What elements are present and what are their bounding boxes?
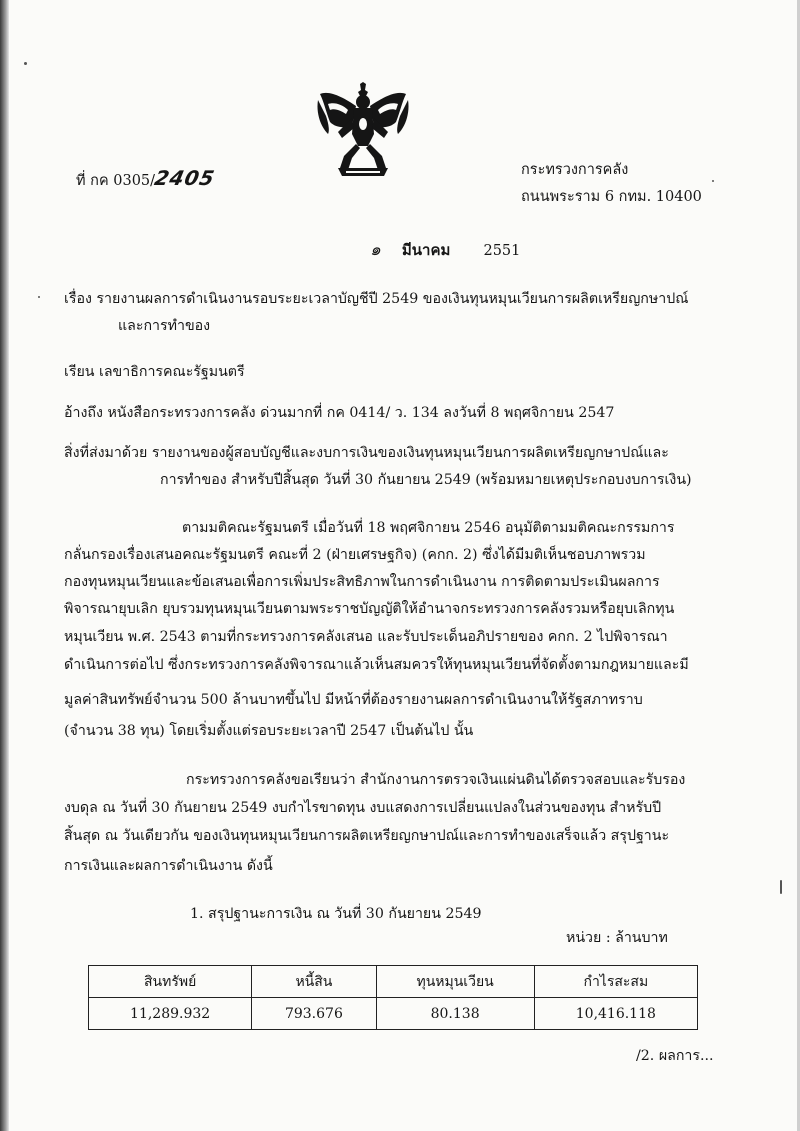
section1-heading: 1. สรุปฐานะการเงิน ณ วันที่ 30 กันยายน 2549 [190, 906, 482, 922]
paragraph1-line: ดำเนินการต่อไป ซึ่งกระทรวงการคลังพิจารณาแล้วเห็นสมควรให้ทุนหมุนเวียนที่จัดตั้งตามกฎหมายและมี [64, 657, 689, 673]
enclosure-line-1: สิ่งที่ส่งมาด้วย รายงานของผู้สอบบัญชีและงบการเงินของเงินทุนหมุนเวียนการผลิตเหรียญกษาปณ์และ [64, 445, 669, 461]
paragraph1-line: หมุนเวียน พ.ศ. 2543 ตามที่กระทรวงการคลังเสนอ และรับประเด็นอภิปรายของ คกก. 2 ไปพิจารณา [64, 629, 668, 645]
salutation: เรียน เลขาธิการคณะรัฐมนตรี [64, 364, 245, 380]
table-cell: 793.676 [252, 998, 376, 1030]
subject-line-1: เรื่อง รายงานผลการดำเนินงานรอบระยะเวลาบัญชีปี 2549 ของเงินทุนหมุนเวียนการผลิตเหรียญกษาปณ์ [64, 291, 689, 307]
table-cell: 11,289.932 [89, 998, 252, 1030]
paragraph1-line: มูลค่าสินทรัพย์จำนวน 500 ล้านบาทขึ้นไป มีหน้าที่ต้องรายงานผลการดำเนินงานให้รัฐสภาทราบ [64, 692, 643, 708]
table-header-cell: หนี้สิน [252, 966, 376, 998]
ministry-name: กระทรวงการคลัง [521, 162, 629, 178]
financial-summary-table [88, 965, 698, 1030]
reference-number [76, 166, 218, 191]
ministry-address: ถนนพระราม 6 กทม. 10400 [521, 189, 702, 205]
reference-line: อ้างถึง หนังสือกระทรวงการคลัง ด่วนมากที่ กค 0414/ ว. 134 ลงวันที่ 8 พฤศจิกายน 2547 [64, 405, 615, 421]
table-header-cell: สินทรัพย์ [89, 966, 252, 998]
table-row [89, 998, 698, 1030]
paragraph2-line: การเงินและผลการดำเนินงาน ดังนี้ [64, 858, 273, 874]
paragraph1-line: พิจารณายุบเลิก ยุบรวมทุนหมุนเวียนตามพระราชบัญญัติให้อำนาจกระทรวงการคลังรวมหรือยุบเลิกทุน [64, 601, 675, 617]
paragraph2-line: กระทรวงการคลังขอเรียนว่า สำนักงานการตรวจเงินแผ่นดินได้ตรวจสอบและรับรอง [186, 772, 686, 788]
paragraph2-line: สิ้นสุด ณ วันเดียวกัน ของเงินทุนหมุนเวียนการผลิตเหรียญกษาปณ์และการทำของเสร็จแล้ว สรุปฐานะ [64, 828, 670, 844]
continuation-marker: /2. ผลการ... [636, 1048, 714, 1064]
table-header-row [89, 966, 698, 998]
table-header-cell: ทุนหมุนเวียน [376, 966, 534, 998]
table-cell: 80.138 [376, 998, 534, 1030]
reference-label: ที่ กค 0305/ [76, 173, 156, 189]
paragraph2-line: งบดุล ณ วันที่ 30 กันยายน 2549 งบกำไรขาดทุน งบแสดงการเปลี่ยนแปลงในส่วนของทุน สำหรับปี [64, 800, 662, 816]
garuda-emblem-icon [316, 82, 410, 178]
unit-label: หน่วย : ล้านบาท [566, 930, 668, 946]
scan-speck [712, 180, 714, 182]
date-month: มีนาคม [401, 241, 451, 259]
paragraph1-line: กองทุนหมุนเวียนและข้อเสนอเพื่อการเพิ่มประสิทธิภาพในการดำเนินงาน การติดตามประเมินผลการ [64, 574, 660, 590]
date-day: ๑ [370, 240, 381, 260]
subject-line-2: และการทำของ [118, 318, 211, 334]
scan-edge-left [0, 0, 9, 1131]
date-line [370, 236, 520, 263]
paragraph1-line: (จำนวน 38 ทุน) โดยเริ่มตั้งแต่รอบระยะเวลาปี 2547 เป็นต้นไป นั้น [64, 723, 474, 739]
table-header-cell: กำไรสะสม [534, 966, 697, 998]
scan-speck [24, 62, 27, 65]
handwritten-reference-number: 2405 [152, 166, 218, 190]
scan-speck [38, 296, 40, 298]
enclosure-line-2: การทำของ สำหรับปีสิ้นสุด วันที่ 30 กันยายน 2549 (พร้อมหมายเหตุประกอบงบการเงิน) [160, 472, 692, 488]
scan-speck [780, 880, 782, 894]
table-cell: 10,416.118 [534, 998, 697, 1030]
date-year: 2551 [483, 243, 521, 259]
paragraph1-line: ตามมติคณะรัฐมนตรี เมื่อวันที่ 18 พฤศจิกายน 2546 อนุมัติตามมติคณะกรรมการ [182, 520, 675, 536]
paragraph1-line: กลั่นกรองเรื่องเสนอคณะรัฐมนตรี คณะที่ 2 (ฝ่ายเศรษฐกิจ) (คกก. 2) ซึ่งได้มีมติเห็นชอบภาพรวม [64, 547, 646, 563]
